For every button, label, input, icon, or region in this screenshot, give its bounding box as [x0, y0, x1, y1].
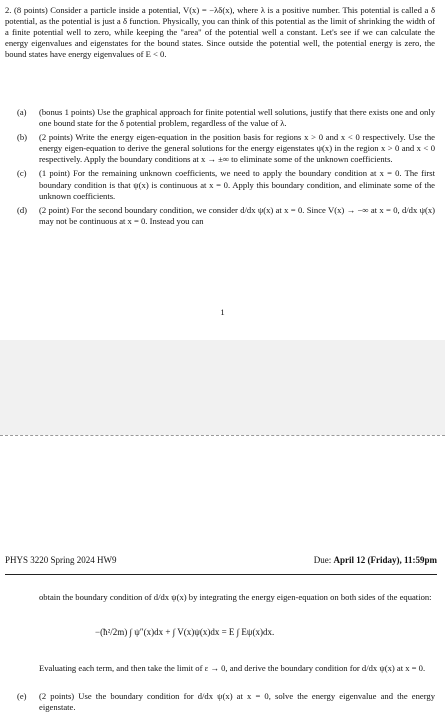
page-number: 1 — [220, 307, 225, 317]
part-d-instruction: Evaluating each term, and then take the limit of ε → 0, and derive the boundary condition for d/dx ψ(x) at x = 0. — [39, 663, 426, 673]
part-e-label: (e) — [17, 691, 27, 701]
header-rule — [5, 574, 437, 575]
part-e — [17, 691, 435, 716]
part-d — [17, 205, 435, 227]
part-c-text: (1 point) For the remaining unknown coefficients, we need to apply the boundary condition at x = 0. The first boundary condition is that ψ(x) is continuous at x = 0. Apply this boundary condition, and eliminate some of the unknown coefficients. — [39, 168, 435, 201]
due-date — [314, 555, 437, 566]
integral-equation: −(ħ²/2m) ∫ ψ″(x)dx + ∫ V(x)ψ(x)dx = E ∫ Eψ(x)dx. — [95, 627, 275, 637]
part-e-text: (2 points) Use the boundary condition for d/dx ψ(x) at x = 0, solve the energy eigenvalue and the energy eigenstate. — [39, 691, 435, 713]
part-c — [17, 168, 435, 201]
part-b-label: (b) — [17, 132, 28, 143]
problem-statement: 2. (8 points) Consider a particle inside a potential, V(x) = −λδ(x), where λ is a positive number. This potential is called a δ potential, as the potential is just a δ function. Physically, you can think of this potential as the limit of shrinking the width of a finite potential well to zero, while keeping the "area" of the potential well a constant. Let's see if we can calculate the energy eigenvalues and eigenstates for the bound states. Since outside the potential well, the potential energy is zero, the bound states have energy eigenvalues of E < 0. — [5, 5, 435, 60]
page-2 — [0, 436, 445, 720]
due-label: Due: — [313, 555, 332, 565]
part-d-continuation: obtain the boundary condition of d/dx ψ(x) by integrating the energy eigen-equation on both sides of the equation: — [39, 592, 432, 602]
page-gap — [0, 340, 445, 435]
part-d-text: (2 point) For the second boundary condition, we consider d/dx ψ(x) at x = 0. Since V(x) → −∞ at x = 0, d/dx ψ(x) may not be continuous at x = 0. Instead you can — [39, 204, 435, 226]
part-d-label: (d) — [17, 204, 28, 215]
part-b-text: (2 points) Write the energy eigen-equation in the position basis for regions x > 0 and x < 0 respectively. Use the energy eigen-equation to derive the general solutions for the energy eigenstates ψ(x) in the region x > 0 and x < 0 respectively. Apply the boundary conditions at x → ±∞ to eliminate some of the unknown coefficients. — [39, 132, 435, 165]
part-b — [17, 132, 435, 165]
part-a-text: (bonus 1 points) Use the graphical approach for finite potential well solutions, justify that there exists one and only one bound state for the δ potential problem, regardless of the value of λ. — [39, 107, 435, 129]
problem-parts — [17, 107, 435, 230]
page-1 — [0, 0, 445, 340]
part-a — [17, 107, 435, 129]
course-title: PHYS 3220 Spring 2024 HW9 — [5, 555, 117, 565]
part-a-label: (a) — [17, 107, 27, 117]
part-c-label: (c) — [17, 168, 27, 179]
due-value: April 12 (Friday), 11:59pm — [333, 555, 437, 565]
